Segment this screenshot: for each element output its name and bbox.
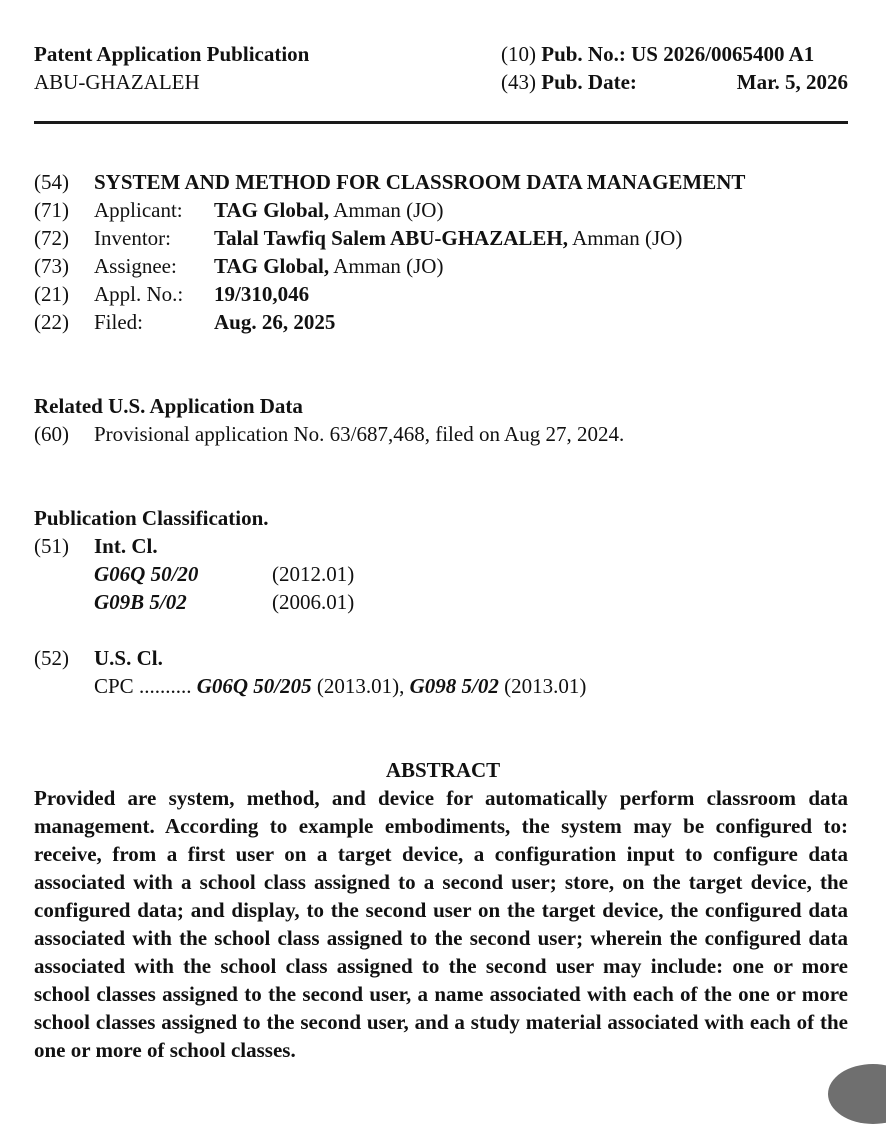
- pub-date-row: [501, 68, 848, 96]
- provisional-text: Provisional application No. 63/687,468, filed on Aug 27, 2024.: [94, 422, 625, 446]
- author-surname: ABU-GHAZALEH: [34, 70, 200, 94]
- pub-number-value: US 2026/0065400 A1: [631, 42, 815, 66]
- inventor-row: (72) Inventor: Talal Tawfiq Salem ABU-GHAZALEH, Amman (JO): [34, 226, 683, 250]
- classification-heading: Publication Classification.: [34, 506, 269, 530]
- pub-number-label: Pub. No.:: [541, 42, 626, 66]
- appl-no-value: 19/310,046: [214, 282, 310, 306]
- int-cl-entry: G09B 5/02 (2006.01): [94, 590, 355, 614]
- abstract-heading: ABSTRACT: [385, 758, 501, 782]
- pub-date-value: Mar. 5, 2026: [736, 70, 848, 94]
- scroll-button-partial[interactable]: [828, 1064, 886, 1124]
- pub-number-row: [501, 40, 848, 68]
- pub-number-code: (10): [501, 42, 536, 66]
- header-divider: [34, 121, 848, 124]
- cpc-row: CPC .......... G06Q 50/205 (2013.01), G098 5/02 (2013.01): [94, 674, 587, 698]
- publication-type: Patent Application Publication: [34, 42, 310, 66]
- assignee-name: TAG Global,: [214, 254, 330, 278]
- int-cl-entry: G06Q 50/20 (2012.01): [94, 562, 355, 586]
- us-cl-row: (52) U.S. Cl.: [34, 646, 163, 670]
- assignee-row: (73) Assignee: TAG Global, Amman (JO): [34, 254, 444, 278]
- related-heading: Related U.S. Application Data: [34, 394, 303, 418]
- abstract-text: Provided are system, method, and device for automatically perform classroom data management. According to example embodiments, the system may be configured to: receive, from a first user on a target device, a configuration input to configure data associated with a school class assigned to a second user; store, on the target device, the configured data; and display, to the second user on the target device, the configured data associated with the school class assigned to the second user; wherein the configured data associated with the school class assigned to the second user may include: one or more school classes assigned to the second user, a name associated with each of the one or more school classes assigned to the second user, and a study material associated with each of the one or more of school classes.: [34, 786, 848, 1062]
- filed-date: Aug. 26, 2025: [214, 310, 336, 334]
- invention-title: SYSTEM AND METHOD FOR CLASSROOM DATA MANAGEMENT: [94, 170, 746, 194]
- provisional-row: (60) Provisional application No. 63/687,468, filed on Aug 27, 2024.: [34, 422, 625, 446]
- related-application-data: [34, 392, 624, 448]
- pub-date-code: (43): [501, 70, 536, 94]
- pub-date-label: Pub. Date:: [541, 70, 637, 94]
- applicant-name: TAG Global,: [214, 198, 330, 222]
- filed-row: (22) Filed: Aug. 26, 2025: [34, 310, 336, 334]
- header-left: [34, 40, 309, 96]
- inventor-name: Talal Tawfiq Salem ABU-GHAZALEH,: [214, 226, 568, 250]
- header-right: [501, 40, 848, 96]
- applicant-row: (71) Applicant: TAG Global, Amman (JO): [34, 198, 444, 222]
- title-row: (54) SYSTEM AND METHOD FOR CLASSROOM DATA MANAGEMENT: [34, 170, 746, 194]
- bibliographic-data: [34, 168, 745, 336]
- int-cl-row: (51) Int. Cl.: [34, 534, 158, 558]
- publication-classification: [34, 504, 354, 616]
- appl-no-row: (21) Appl. No.: 19/310,046: [34, 282, 310, 306]
- us-classification: [34, 644, 586, 700]
